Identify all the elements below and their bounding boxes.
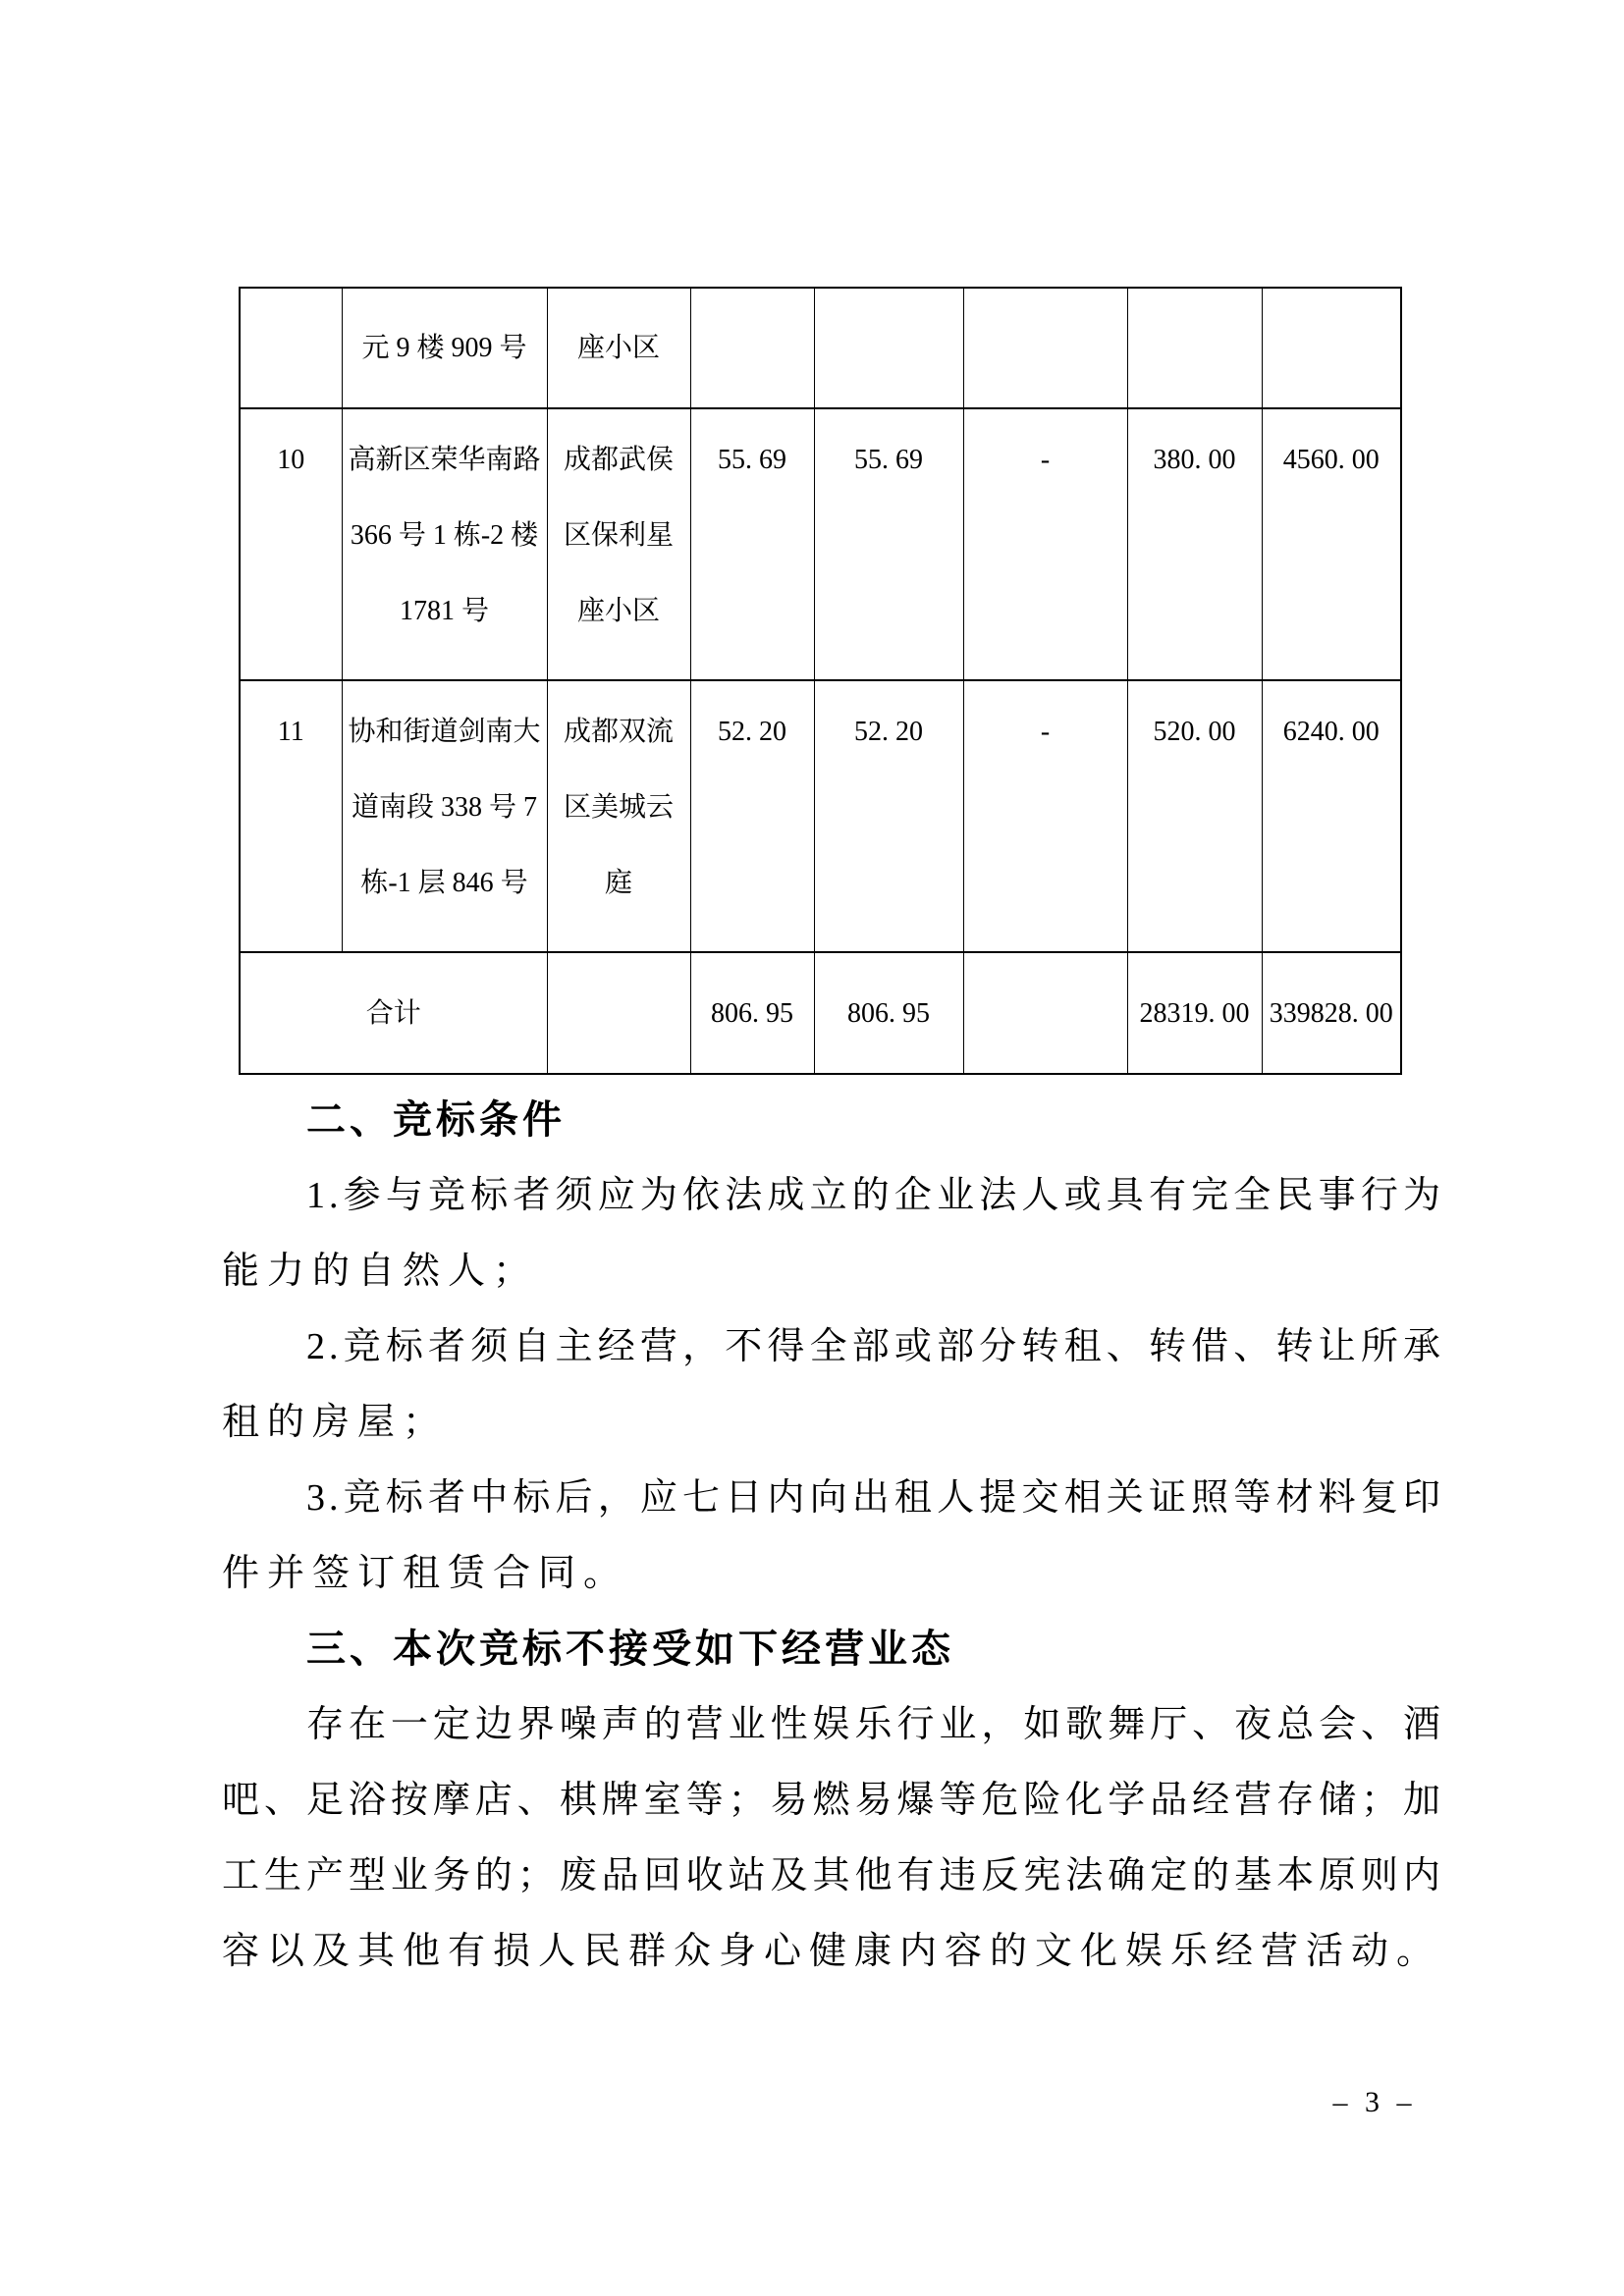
body-text xyxy=(222,1083,1444,1990)
cell-annual-rent xyxy=(1262,680,1401,952)
area-value: 55. 69 xyxy=(718,445,786,475)
cell-area2-total xyxy=(814,952,963,1074)
monthly-rent-value: 520. 00 xyxy=(1153,717,1236,747)
dash-value: - xyxy=(1040,717,1051,747)
cell-seq xyxy=(240,408,342,680)
item3-line1: 3.竞标者中标后，应七日内向出租人提交相关证照等材料复印 xyxy=(306,1477,1444,1519)
table-row-continuation xyxy=(240,288,1401,408)
cell-community xyxy=(547,408,690,680)
address-line: 道南段 338 号 7 xyxy=(351,792,537,823)
cell-annual-total xyxy=(1262,952,1401,1074)
para-line2: 吧、足浴按摩店、棋牌室等；易燃易爆等危险化学品经营存储；加 xyxy=(222,1780,1444,1821)
cell-area1 xyxy=(690,408,814,680)
cell-empty xyxy=(547,952,690,1074)
table-row-total xyxy=(240,952,1401,1074)
address-line: 1781 号 xyxy=(399,596,489,626)
item2-line1: 2.竞标者须自主经营，不得全部或部分转租、转借、转让所承 xyxy=(306,1326,1444,1367)
cell-area1 xyxy=(690,680,814,952)
para-line1: 存在一定边界噪声的营业性娱乐行业，如歌舞厅、夜总会、酒 xyxy=(306,1704,1444,1745)
para-line3: 工生产型业务的；废品回收站及其他有违反宪法确定的基本原则内 xyxy=(222,1855,1444,1896)
cell-community-continuation xyxy=(547,288,690,408)
cell-address xyxy=(342,680,547,952)
cell-annual-rent xyxy=(1262,408,1401,680)
community-line: 成都武侯 xyxy=(563,445,674,475)
cell-total-label xyxy=(240,952,547,1074)
cell-empty xyxy=(690,288,814,408)
monthly-total-value: 28319. 00 xyxy=(1139,997,1250,1029)
table-row-11 xyxy=(240,680,1401,952)
address-line: 元 9 楼 909 号 xyxy=(361,333,527,363)
cell-area2 xyxy=(814,408,963,680)
cell-empty xyxy=(963,288,1127,408)
cell-area2 xyxy=(814,680,963,952)
item2-line2: 租的房屋； xyxy=(222,1402,449,1443)
address-line: 高新区荣华南路 xyxy=(348,445,541,475)
dash-value: - xyxy=(1040,445,1051,475)
area-total-value: 806. 95 xyxy=(847,997,930,1029)
annual-rent-value: 6240. 00 xyxy=(1282,717,1380,747)
cell-address-continuation xyxy=(342,288,547,408)
item1-line1: 1.参与竞标者须应为依法成立的企业法人或具有完全民事行为 xyxy=(306,1175,1444,1216)
cell-empty xyxy=(963,952,1127,1074)
cell-monthly-rent xyxy=(1127,680,1262,952)
section-heading-2: 二、竞标条件 xyxy=(306,1098,566,1142)
cell-dash xyxy=(963,680,1127,952)
item1-line2: 能力的自然人； xyxy=(222,1251,539,1292)
seq-value: 10 xyxy=(277,445,305,475)
area-total-value: 806. 95 xyxy=(711,997,793,1029)
address-line: 栋-1 层 846 号 xyxy=(360,868,528,898)
community-line: 成都双流 xyxy=(563,717,674,747)
community-line: 区美城云 xyxy=(563,792,674,823)
cell-empty xyxy=(814,288,963,408)
cell-address xyxy=(342,408,547,680)
cell-monthly-rent xyxy=(1127,408,1262,680)
cell-community xyxy=(547,680,690,952)
cell-seq xyxy=(240,680,342,952)
community-line: 区保利星 xyxy=(563,520,674,551)
address-line: 366 号 1 栋-2 楼 xyxy=(350,520,539,551)
para-line4: 容以及其他有损人民群众身心健康内容的文化娱乐经营活动。 xyxy=(222,1931,1442,1972)
item3-line2: 件并签订租赁合同。 xyxy=(222,1553,629,1594)
section-heading-3: 三、本次竞标不接受如下经营业态 xyxy=(306,1628,954,1671)
community-line: 庭 xyxy=(604,868,632,898)
area-value: 55. 69 xyxy=(854,445,923,475)
address-line: 协和街道剑南大 xyxy=(348,717,541,747)
table-row-10 xyxy=(240,408,1401,680)
cell-area1-total xyxy=(690,952,814,1074)
area-value: 52. 20 xyxy=(718,717,786,747)
total-label: 合计 xyxy=(365,997,421,1029)
area-value: 52. 20 xyxy=(854,717,923,747)
community-line: 座小区 xyxy=(576,333,660,363)
cell-empty xyxy=(1127,288,1262,408)
page-number: – 3 – xyxy=(1332,2086,1417,2118)
seq-value: 11 xyxy=(277,717,304,747)
cell-empty xyxy=(1262,288,1401,408)
cell-monthly-total xyxy=(1127,952,1262,1074)
monthly-rent-value: 380. 00 xyxy=(1153,445,1236,475)
rental-units-table xyxy=(239,287,1402,1075)
cell-seq-empty xyxy=(240,288,342,408)
annual-total-value: 339828. 00 xyxy=(1269,997,1393,1029)
annual-rent-value: 4560. 00 xyxy=(1282,445,1380,475)
community-line: 座小区 xyxy=(576,596,660,626)
cell-dash xyxy=(963,408,1127,680)
